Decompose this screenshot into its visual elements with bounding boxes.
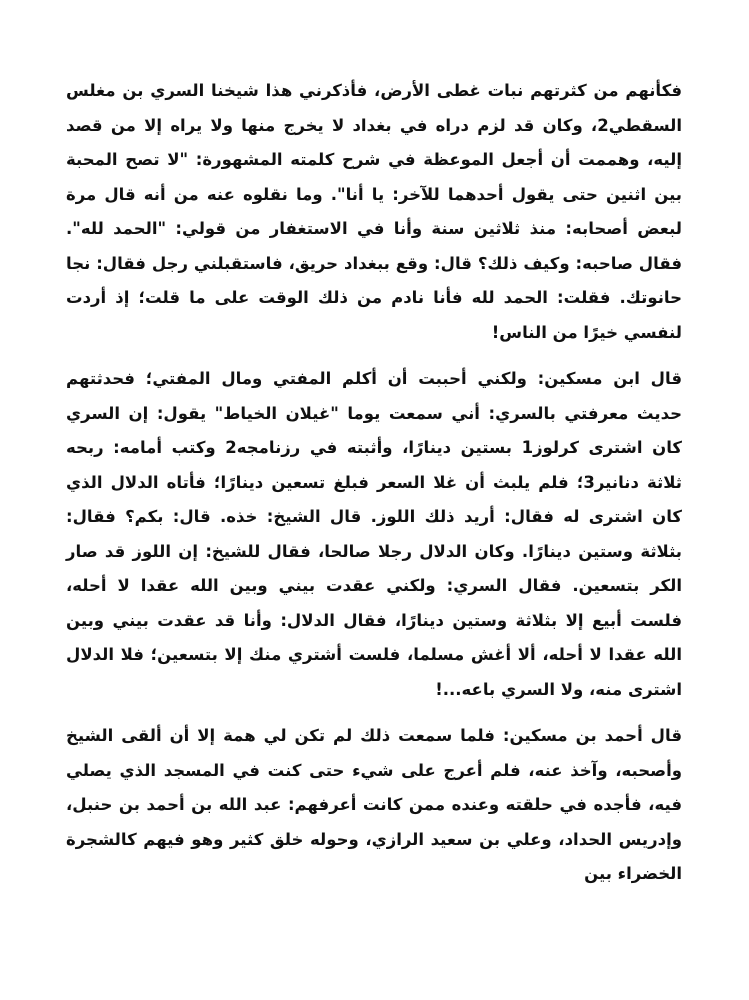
document-page <box>66 74 682 892</box>
paragraph-1: فكأنهم من كثرتهم نبات غطى الأرض، فأذكرني هذا شيخنا السري بن مغلس السقطي2، وكان قد لزم دراه في بغداد لا يخرج منها ولا يراه إلا من قصد إليه، وهممت أن أجعل الموعظة في شرح كلمته المشهورة: "لا تصح المحبة بين اثنين حتى يقول أحدهما للآخر: يا أنا". وما نقلوه عنه من أنه قال مرة لبعض أصحابه: منذ ثلاثين سنة وأنا في الاستغفار من قولي: "الحمد لله". فقال صاحبه: وكيف ذلك؟ قال: وقع ببغداد حريق، فاستقبلني رجل فقال: نجا حانوتك. فقلت: الحمد لله فأنا نادم من ذلك الوقت على ما قلت؛ إذ أردت لنفسي خيرًا من الناس! <box>66 81 682 342</box>
paragraph-2: قال ابن مسكين: ولكني أحببت أن أكلم المفتي ومال المفتي؛ فحدثتهم حديث معرفتي بالسري: أني سمعت يوما "غيلان الخياط" يقول: إن السري كان اشترى كرلوز1 بستين دينارًا، وأثبته في رزنامجه2 وكتب أمامه: ربحه ثلاثة دنانير3؛ فلم يلبث أن غلا السعر فبلغ تسعين دينارًا؛ فأتاه الدلال الذي كان اشترى له فقال: أريد ذلك اللوز. قال الشيخ: خذه. قال: بكم؟ فقال: بثلاثة وستين دينارًا. وكان الدلال رجلا صالحا، فقال للشيخ: إن اللوز قد صار الكر بتسعين. فقال السري: ولكني عقدت بيني وبين الله عقدا لا أحله، فلست أبيع إلا بثلاثة وستين دينارًا، فقال الدلال: وأنا قد عقدت بيني وبين الله عقدا لا أحله، ألا أغش مسلما، فلست أشتري منك إلا بتسعين؛ فلا الدلال اشترى منه، ولا السري باعه...! <box>66 369 682 699</box>
paragraph-3: قال أحمد بن مسكين: فلما سمعت ذلك لم تكن لي همة إلا أن ألقى الشيخ وأصحبه، وآخذ عنه، فلم أعرج على شيء حتى كنت في المسجد الذي يصلي فيه، فأجده في حلقته وعنده ممن كانت أعرفهم: عبد الله بن أحمد بن حنبل، وإدريس الحداد، وعلي بن سعيد الرازي، وحوله خلق كثير وهو فيهم كالشجرة الخضراء بين <box>66 726 682 883</box>
